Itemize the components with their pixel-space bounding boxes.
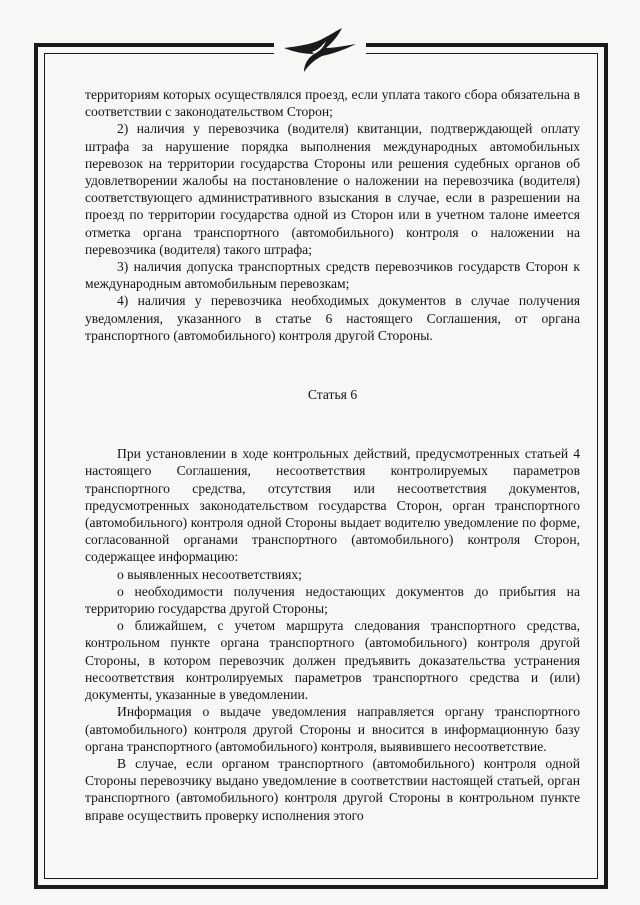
paragraph-item-3: 3) наличия допуска транспортных средств перевозчиков государств Сторон к международным автомобильным перевозкам; [85,259,580,292]
document-body [85,86,580,824]
article-list-item: о ближайшем, с учетом маршрута следования транспортного средства, контрольном пункте органа транспортного (автомобильного) контроля другой Стороны, в котором перевозчик должен предъявить доказательства устранения несоответствия контролируемых параметров транспортного средства и (или) документы, указанные в уведомлении. [85,618,580,703]
paragraph-item-2: 2) наличия у перевозчика (водителя) квитанции, подтверждающей оплату штрафа за нарушение порядка выполнения международных автомобильных перевозок на территории государства Стороны или решения судебных органов об удовлетворении жалобы на постановление о наложении на перевозчика (водителя) соответствующего административного взыскания в случае, если в разрешении на проезд по территории государства одной из Сторон или в учетном талоне имеется отметка органа транспортного (автомобильного) контроля о наложении на перевозчика (водителя) такого штрафа; [85,121,580,257]
article-paragraph: В случае, если органом транспортного (автомобильного) контроля одной Стороны перевозчику выдано уведомление в соответствии настоящей статьей, орган транспортного (автомобильного) контроля другой Стороны в контрольном пункте вправе осуществить проверку исполнения этого [85,755,580,823]
paragraph-item-4: 4) наличия у перевозчика необходимых документов в случае получения уведомления, указанного в статье 6 настоящего Соглашения, от органа транспортного (автомобильного) контроля другой Стороны. [85,293,580,343]
paragraph-continuation: территориям которых осуществлялся проезд, если уплата такого сбора обязательна в соответствии с законодательством Сторон; [85,87,580,120]
article-list-item: о необходимости получения недостающих документов до прибытия на территорию государства другой Стороны; [85,583,580,617]
article-list-item: о выявленных несоответствиях; [117,566,302,582]
article-heading: Статья 6 [307,387,358,403]
article-paragraph: Информация о выдаче уведомления направляется органу транспортного (автомобильного) контроля другой Стороны и вносится в информационную базу органа транспортного (автомобильного) контроля, выявившего несоответствие. [85,704,580,754]
decorative-emblem-icon [278,26,362,74]
article-intro-paragraph: При установлении в ходе контрольных действий, предусмотренных статьей 4 настоящего Соглашения, несоответствия контролируемых параметров транспортного средства, отсутствия или несоответствия документов, предусмотренных законодательством государства Сторон, орган транспортного (автомобильного) контроля одной Стороны выдает водителю уведомление по форме, согласованной органами транспортного (автомобильного) контроля Сторон, содержащее информацию: [85,446,580,565]
